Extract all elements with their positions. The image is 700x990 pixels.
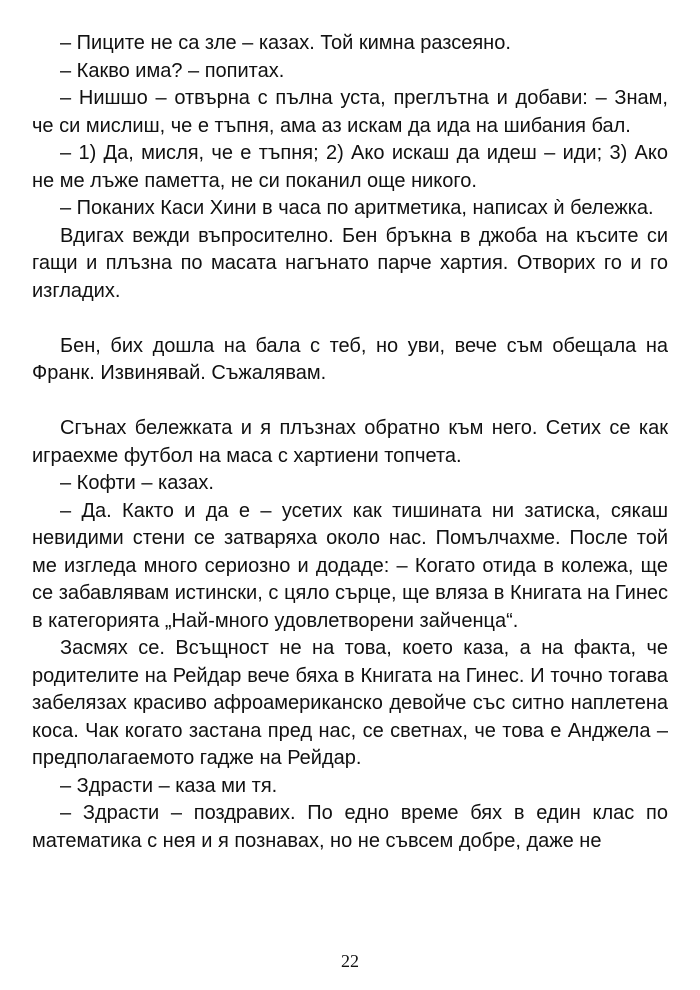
paragraph: Сгънах бележката и я плъзнах обратно към него. Сетих се как играехме футбол на маса с хартиени топчета. bbox=[32, 417, 668, 467]
paragraph: – Здрасти – поздравих. По едно време бях в един клас по математика с нея и я познавах, но не съвсем добре, даже не bbox=[32, 802, 668, 852]
note-paragraph: Бен, бих дошла на бала с теб, но уви, вече съм обещала на Франк. Извинявай. Съжалявам. bbox=[32, 334, 668, 384]
paragraph: – Кофти – казах. bbox=[60, 472, 214, 494]
paragraph: Засмях се. Всъщност не на това, което каза, а на факта, че родителите на Рейдар вече бяха в Книгата на Гинес. И точно тогава забелязах красиво афроамериканско девойче със ситно наплетена коса. Чак когато застана пред нас, се светнах, че това е Анджела – предполагаемото гадже на Рейдар. bbox=[32, 637, 668, 769]
page-number: 22 bbox=[341, 951, 359, 971]
paragraph: – Да. Както и да е – усетих как тишината ни затиска, сякаш невидими стени се затваряха около нас. Помълчахме. После той ме изгледа много сериозно и додаде: – Когато отида в колежа, ще се забавлявам истински, с цяло сърце, ще вляза в Книгата на Гинес в категорията „Най-много удовлетворени зайченца“. bbox=[32, 499, 668, 632]
paragraph: – Поканих Каси Хини в часа по аритметика, написах ѝ бележка. bbox=[60, 197, 654, 219]
paragraph: – Какво има? – попитах. bbox=[60, 59, 285, 82]
paragraph: – Пиците не са зле – казах. Той кимна разсеяно. bbox=[60, 32, 511, 54]
book-page bbox=[32, 30, 668, 930]
paragraph: – Нишшо – отвърна с пълна уста, преглътна и добави: – Знам, че си мислиш, че е тъпня, ама аз искам да ида на шибания бал. bbox=[32, 87, 668, 137]
paragraph: Вдигах вежди въпросително. Бен бръкна в джоба на късите си гащи и плъзна по масата нагънато парче хартия. Отворих го и го изгладих. bbox=[32, 224, 668, 302]
paragraph: – 1) Да, мисля, че е тъпня; 2) Ако искаш да идеш – иди; 3) Ако не ме лъже паметта, не си поканил още никого. bbox=[32, 142, 668, 192]
paragraph: – Здрасти – каза ми тя. bbox=[60, 774, 278, 797]
